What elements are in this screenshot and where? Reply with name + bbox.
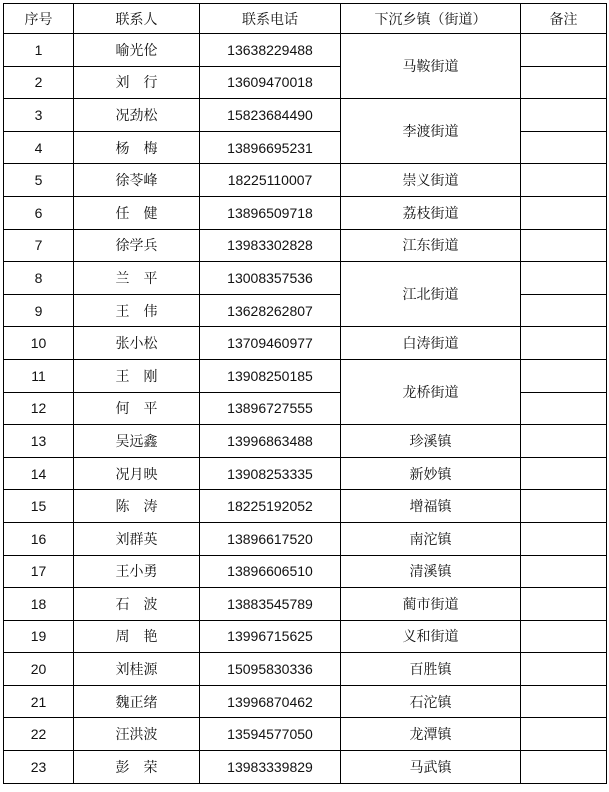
table-row: [4, 229, 607, 262]
header-phone: 联系电话: [200, 4, 341, 34]
cell-note: [521, 425, 607, 458]
cell-town: 马武镇: [341, 751, 521, 784]
cell-no: 9: [4, 294, 74, 327]
cell-contact: 刘桂源: [74, 653, 200, 686]
cell-contact: 吴远鑫: [74, 425, 200, 458]
table-row: [4, 685, 607, 718]
cell-note: [521, 555, 607, 588]
cell-town: 龙桥街道: [341, 359, 521, 424]
cell-no: 23: [4, 751, 74, 784]
cell-note: [521, 131, 607, 164]
cell-contact: 王 刚: [74, 359, 200, 392]
cell-note: [521, 262, 607, 295]
cell-phone: 13896509718: [200, 196, 341, 229]
cell-no: 18: [4, 588, 74, 621]
cell-phone: 13996870462: [200, 685, 341, 718]
cell-contact: 石 波: [74, 588, 200, 621]
cell-contact: 徐学兵: [74, 229, 200, 262]
cell-no: 3: [4, 99, 74, 132]
table-row: [4, 653, 607, 686]
cell-phone: 13996863488: [200, 425, 341, 458]
cell-contact: 喻光伦: [74, 34, 200, 67]
cell-town: 江东街道: [341, 229, 521, 262]
cell-town: 龙潭镇: [341, 718, 521, 751]
cell-no: 17: [4, 555, 74, 588]
table-row: [4, 751, 607, 784]
cell-no: 4: [4, 131, 74, 164]
cell-phone: 13896606510: [200, 555, 341, 588]
cell-note: [521, 685, 607, 718]
table-row: [4, 196, 607, 229]
cell-phone: 13628262807: [200, 294, 341, 327]
cell-phone: 13008357536: [200, 262, 341, 295]
cell-no: 20: [4, 653, 74, 686]
table-row: [4, 718, 607, 751]
cell-contact: 况月映: [74, 457, 200, 490]
cell-no: 21: [4, 685, 74, 718]
cell-no: 13: [4, 425, 74, 458]
cell-contact: 杨 梅: [74, 131, 200, 164]
cell-phone: 15095830336: [200, 653, 341, 686]
cell-no: 22: [4, 718, 74, 751]
cell-note: [521, 359, 607, 392]
cell-contact: 何 平: [74, 392, 200, 425]
cell-no: 1: [4, 34, 74, 67]
cell-contact: 王 伟: [74, 294, 200, 327]
header-row: [4, 4, 607, 34]
cell-no: 15: [4, 490, 74, 523]
cell-town: 江北街道: [341, 262, 521, 327]
cell-no: 12: [4, 392, 74, 425]
cell-note: [521, 457, 607, 490]
cell-no: 11: [4, 359, 74, 392]
cell-phone: 13896727555: [200, 392, 341, 425]
cell-phone: 15823684490: [200, 99, 341, 132]
cell-note: [521, 653, 607, 686]
cell-town: 崇义街道: [341, 164, 521, 197]
table-body: [4, 34, 607, 784]
cell-contact: 王小勇: [74, 555, 200, 588]
cell-phone: 18225192052: [200, 490, 341, 523]
table-row: [4, 522, 607, 555]
header-contact: 联系人: [74, 4, 200, 34]
cell-town: 百胜镇: [341, 653, 521, 686]
cell-note: [521, 196, 607, 229]
cell-phone: 13983339829: [200, 751, 341, 784]
cell-contact: 刘群英: [74, 522, 200, 555]
table-row: [4, 34, 607, 67]
table-row: [4, 99, 607, 132]
cell-note: [521, 751, 607, 784]
cell-note: [521, 294, 607, 327]
cell-no: 10: [4, 327, 74, 360]
cell-note: [521, 34, 607, 67]
cell-town: 清溪镇: [341, 555, 521, 588]
cell-phone: 13896695231: [200, 131, 341, 164]
cell-town: 马鞍街道: [341, 34, 521, 99]
cell-phone: 13883545789: [200, 588, 341, 621]
table-row: [4, 262, 607, 295]
cell-town: 蔺市街道: [341, 588, 521, 621]
cell-note: [521, 99, 607, 132]
cell-town: 李渡街道: [341, 99, 521, 164]
cell-contact: 刘 行: [74, 66, 200, 99]
cell-note: [521, 718, 607, 751]
cell-phone: 13996715625: [200, 620, 341, 653]
cell-town: 白涛街道: [341, 327, 521, 360]
cell-note: [521, 522, 607, 555]
cell-town: 石沱镇: [341, 685, 521, 718]
table-row: [4, 327, 607, 360]
cell-contact: 任 健: [74, 196, 200, 229]
cell-town: 增福镇: [341, 490, 521, 523]
cell-note: [521, 164, 607, 197]
cell-contact: 张小松: [74, 327, 200, 360]
cell-phone: 13896617520: [200, 522, 341, 555]
table-row: [4, 588, 607, 621]
table-row: [4, 359, 607, 392]
cell-note: [521, 392, 607, 425]
cell-contact: 兰 平: [74, 262, 200, 295]
table-row: [4, 457, 607, 490]
contact-table: [3, 3, 607, 784]
cell-contact: 汪洪波: [74, 718, 200, 751]
cell-note: [521, 66, 607, 99]
cell-no: 16: [4, 522, 74, 555]
cell-contact: 魏正绪: [74, 685, 200, 718]
cell-note: [521, 588, 607, 621]
cell-note: [521, 620, 607, 653]
cell-contact: 周 艳: [74, 620, 200, 653]
cell-contact: 彭 荣: [74, 751, 200, 784]
header-town: 下沉乡镇（街道）: [341, 4, 521, 34]
cell-phone: 13908253335: [200, 457, 341, 490]
cell-note: [521, 327, 607, 360]
cell-contact: 徐苓峰: [74, 164, 200, 197]
cell-no: 5: [4, 164, 74, 197]
cell-town: 新妙镇: [341, 457, 521, 490]
table-row: [4, 620, 607, 653]
cell-contact: 陈 涛: [74, 490, 200, 523]
cell-town: 珍溪镇: [341, 425, 521, 458]
header-note: 备注: [521, 4, 607, 34]
table-row: [4, 490, 607, 523]
cell-phone: 13908250185: [200, 359, 341, 392]
cell-note: [521, 229, 607, 262]
cell-phone: 13983302828: [200, 229, 341, 262]
cell-phone: 13594577050: [200, 718, 341, 751]
cell-phone: 13709460977: [200, 327, 341, 360]
cell-town: 南沱镇: [341, 522, 521, 555]
cell-no: 8: [4, 262, 74, 295]
cell-phone: 13638229488: [200, 34, 341, 67]
header-no: 序号: [4, 4, 74, 34]
cell-note: [521, 490, 607, 523]
cell-no: 14: [4, 457, 74, 490]
cell-no: 19: [4, 620, 74, 653]
cell-contact: 况劲松: [74, 99, 200, 132]
cell-town: 荔枝街道: [341, 196, 521, 229]
cell-phone: 18225110007: [200, 164, 341, 197]
cell-no: 6: [4, 196, 74, 229]
cell-no: 7: [4, 229, 74, 262]
cell-phone: 13609470018: [200, 66, 341, 99]
table-row: [4, 555, 607, 588]
table-row: [4, 425, 607, 458]
table-row: [4, 164, 607, 197]
cell-no: 2: [4, 66, 74, 99]
cell-town: 义和街道: [341, 620, 521, 653]
